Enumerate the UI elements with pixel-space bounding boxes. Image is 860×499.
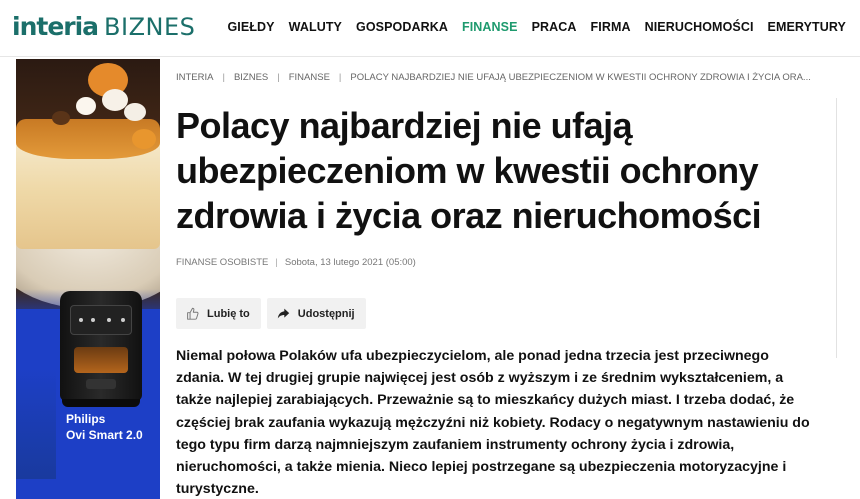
like-label: Lubię to [207, 307, 250, 320]
article-title: Polacy najbardziej nie ufają ubezpieczeniom w kwestii ochrony zdrowia i życia oraz nieruchomości [176, 105, 762, 236]
breadcrumb-item[interactable]: INTERIA [176, 72, 214, 83]
ad-plant-shadow [16, 369, 56, 479]
fryer-button [121, 318, 125, 322]
nav-gospodarka[interactable]: GOSPODARKA [356, 20, 448, 34]
fryer-button [91, 318, 95, 322]
nav-nieruchomosci[interactable]: NIERUCHOMOŚCI [644, 20, 754, 34]
ad-topping [52, 111, 70, 125]
nav-praca[interactable]: PRACA [531, 20, 577, 34]
fryer-button [79, 318, 83, 322]
nav-waluty[interactable]: WALUTY [288, 20, 342, 34]
fryer-window [74, 347, 128, 373]
article-date: Sobota, 13 lutego 2021 (05:00) [284, 257, 416, 268]
breadcrumb [176, 72, 811, 83]
fryer-button [107, 318, 111, 322]
nav-firma[interactable]: FIRMA [590, 20, 631, 34]
share-arrow-icon [277, 307, 290, 320]
share-label: Udostępnij [297, 307, 355, 320]
ad-brand-name: Philips [66, 412, 106, 426]
social-actions [176, 298, 366, 329]
breadcrumb-separator: | [338, 72, 342, 83]
right-sidebar-edge [836, 98, 860, 358]
breadcrumb-separator: | [277, 72, 280, 83]
breadcrumb-item[interactable]: BIZNES [233, 72, 269, 83]
breadcrumb-current: POLACY NAJBARDZIEJ NIE UFAJĄ UBEZPIECZENIOM W KWESTII OCHRONY ZDROWIA I ŻYCIA ORA... [350, 72, 811, 83]
site-logo[interactable] [12, 12, 195, 44]
fryer-control-panel [70, 305, 132, 335]
ad-product-name: Ovi Smart 2.0 [66, 428, 143, 442]
ad-topping [124, 103, 146, 121]
main-nav [227, 20, 846, 34]
article-meta [176, 257, 416, 268]
ad-brand-text [66, 411, 143, 443]
fryer-base [62, 399, 140, 407]
nav-emerytury[interactable]: EMERYTURY [767, 20, 846, 34]
advertisement-banner[interactable] [16, 59, 160, 499]
fryer-handle [86, 379, 116, 389]
nav-finanse[interactable]: FINANSE [461, 20, 518, 34]
ad-topping [132, 129, 156, 149]
breadcrumb-separator: | [222, 72, 225, 83]
site-header [0, 0, 860, 57]
logo-interia: interia [12, 12, 99, 41]
share-button[interactable] [267, 298, 366, 329]
like-button[interactable] [176, 298, 261, 329]
article-category[interactable]: FINANSE OSOBISTE [176, 257, 269, 268]
air-fryer-image [60, 291, 142, 411]
meta-separator: | [275, 257, 278, 268]
logo-section: BIZNES [104, 13, 196, 41]
article-lead: Niemal połowa Polaków ufa ubezpieczycielom, ale ponad jedna trzecia jest przeciwnego zdania. W tej drugiej grupie najwięcej jest osób z wyższym i ze średnim wykształceniem, a także najlepiej zarabiających. Przeważnie są to mieszkańcy dużych miast. I trzeba dodać, że częściej brak zaufania wykazują mężczyźni niż kobiety. Rodacy o negatywnym nastawieniu do tego typu firm darzą najmniejszym zaufaniem instrumenty ochrony życia i zdrowia, nieruchomości, a także mienia. Nieco lepiej postrzegane są ubezpieczenia motoryzacyjne i turystyczne. [176, 348, 810, 498]
nav-gieldy[interactable]: GIEŁDY [227, 20, 275, 34]
thumbs-up-icon [186, 307, 199, 320]
ad-topping [76, 97, 96, 115]
breadcrumb-item[interactable]: FINANSE [288, 72, 330, 83]
